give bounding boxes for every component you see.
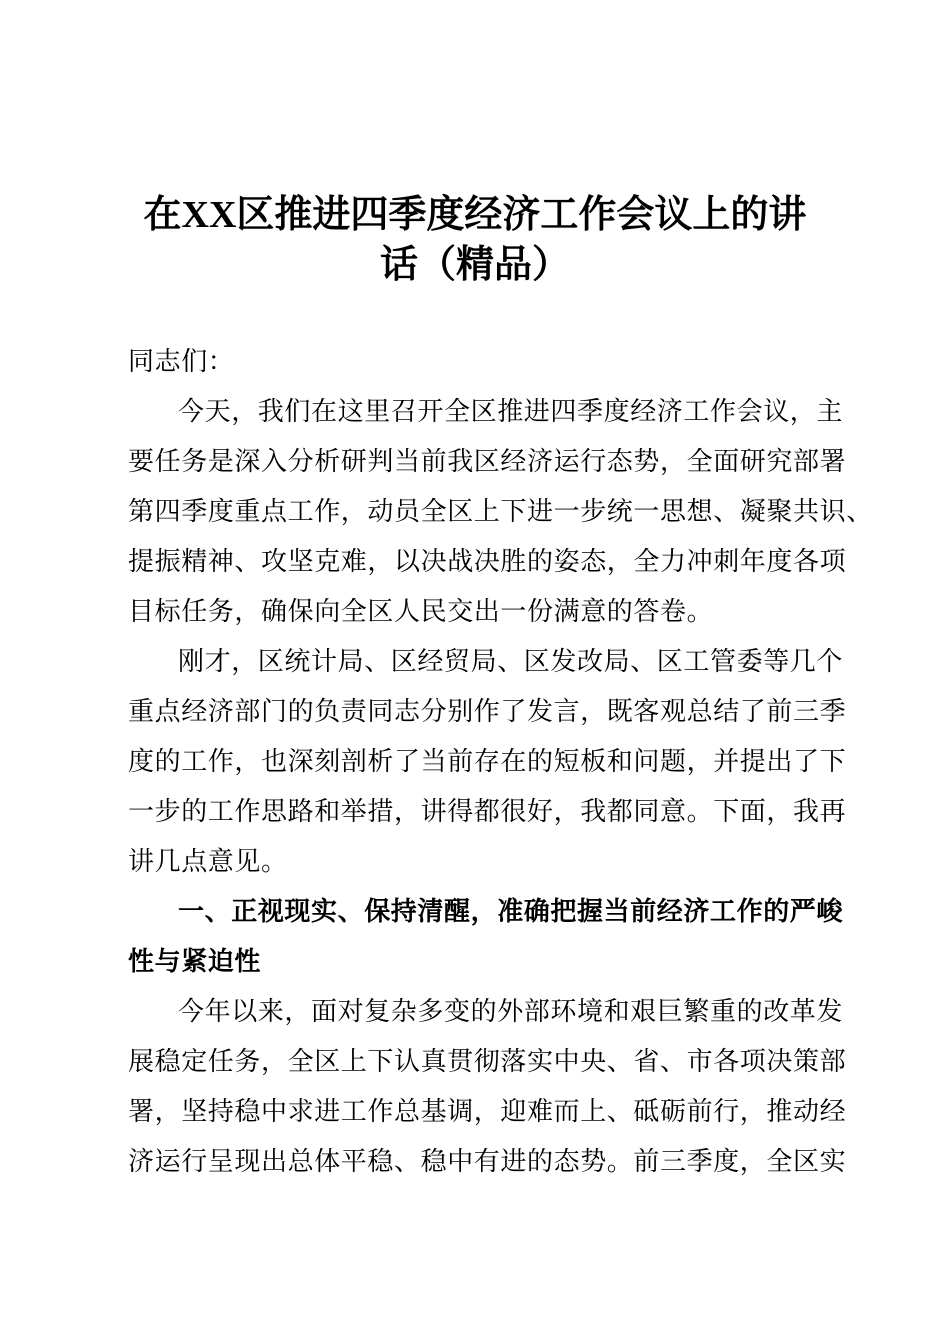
document-body [128,337,873,1187]
section-heading [128,887,844,987]
text-line: 济运行呈现出总体平稳、稳中有进的态势。前三季度，全区实 [128,1147,847,1177]
title-line: 话（精品） [379,244,570,286]
text-line: 一步的工作思路和举措，讲得都很好，我都同意。下面，我再 [128,797,847,827]
text-line: 目标任务，确保向全区人民交出一份满意的答卷。 [128,597,714,627]
text-line: 性与紧迫性 [128,947,262,977]
paragraph [128,987,847,1187]
text-line: 第四季度重点工作，动员全区上下进一步统一思想、凝聚共识、 [128,497,873,527]
text-line: 重点经济部门的负责同志分别作了发言，既客观总结了前三季 [128,697,847,727]
text-line: 今天，我们在这里召开全区推进四季度经济工作会议，主 [178,397,844,427]
text-line: 展稳定任务，全区上下认真贯彻落实中央、省、市各项决策部 [128,1047,847,1077]
paragraph [128,637,847,887]
text-line: 讲几点意见。 [128,847,288,877]
text-line: 刚才，区统计局、区经贸局、区发改局、区工管委等几个 [178,647,844,677]
text-line: 今年以来，面对复杂多变的外部环境和艰巨繁重的改革发 [178,997,844,1027]
title-line: 在XX区推进四季度经济工作会议上的讲 [143,194,807,236]
salutation: 同志们： [128,347,235,377]
text-line: 一、正视现实、保持清醒，准确把握当前经济工作的严峻 [178,897,844,927]
text-line: 度的工作，也深刻剖析了当前存在的短板和问题，并提出了下 [128,747,847,777]
text-line: 要任务是深入分析研判当前我区经济运行态势，全面研究部署 [128,447,847,477]
text-line: 署，坚持稳中求进工作总基调，迎难而上、砥砺前行，推动经 [128,1097,847,1127]
paragraph [128,387,873,637]
document-title [128,190,822,290]
text-line: 提振精神、攻坚克难，以决战决胜的姿态，全力冲刺年度各项 [128,547,847,577]
